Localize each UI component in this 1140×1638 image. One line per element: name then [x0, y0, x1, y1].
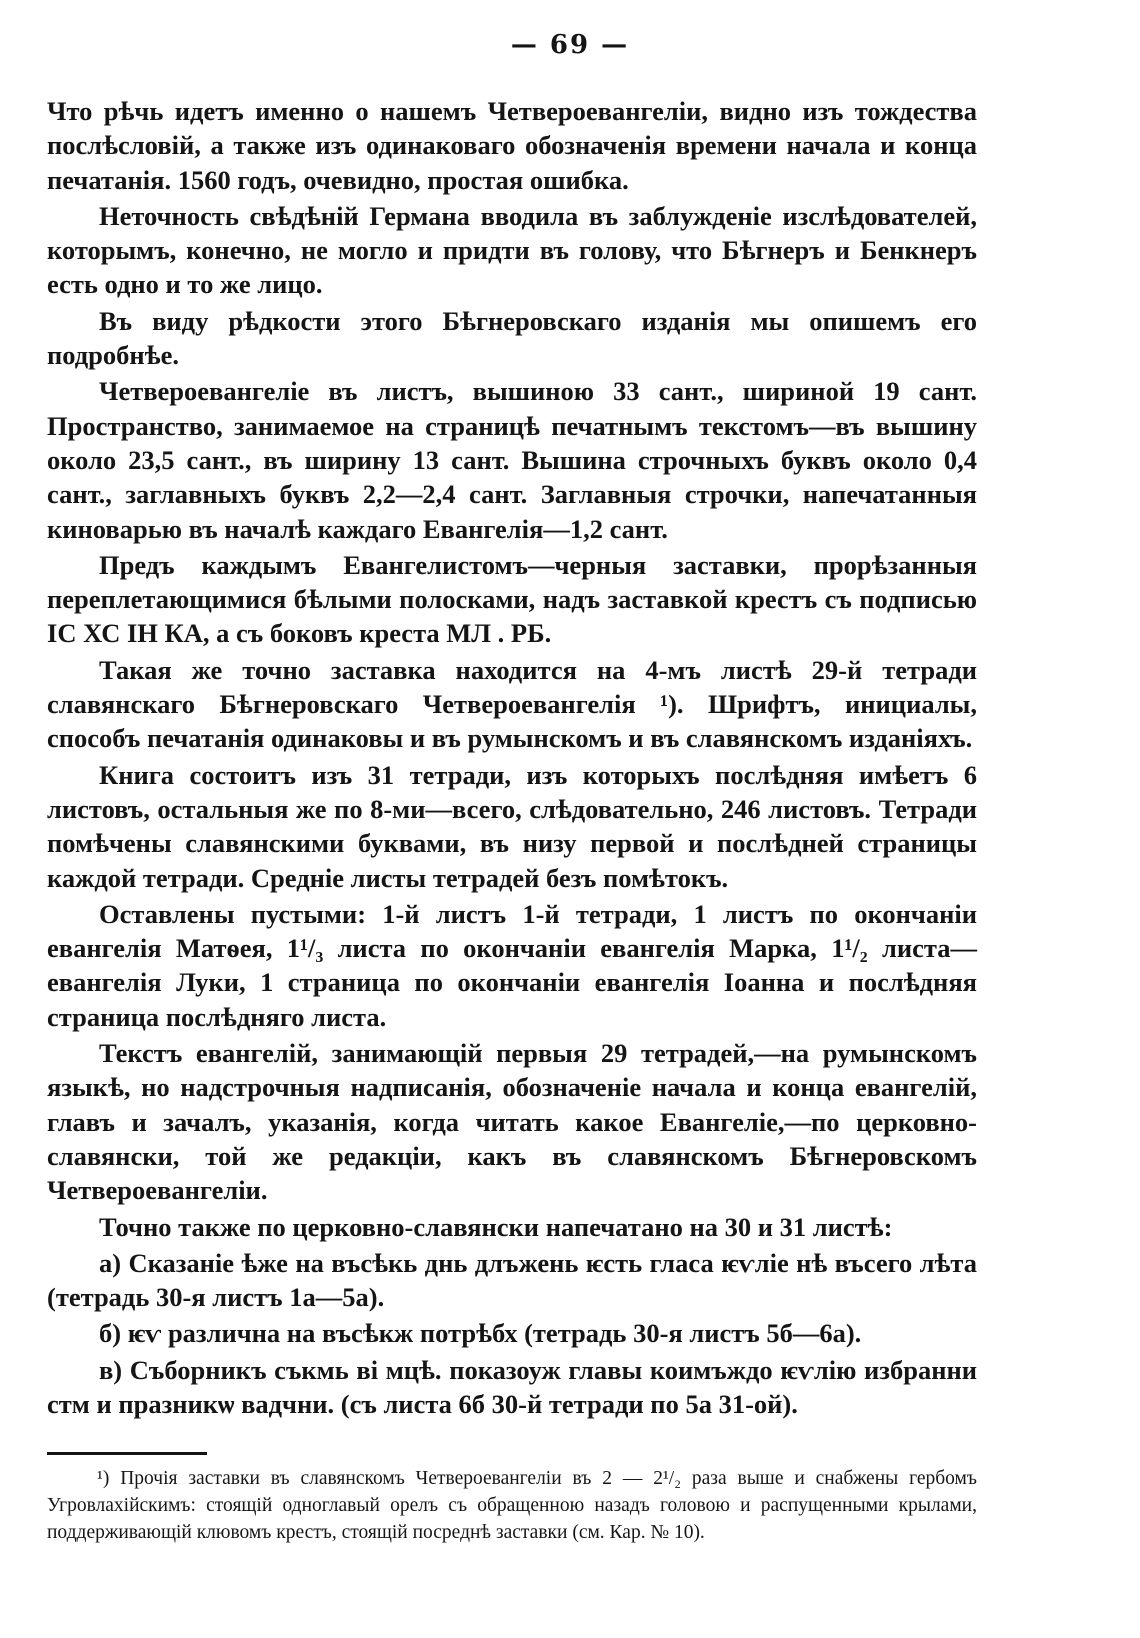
paragraph: Такая же точно заставка находится на 4-мъ листѣ 29-й тетради славянскаго Бѣгнеровскаго Четвероевангелія ¹). Шрифтъ, инициалы, способъ печатанія одинаковы и въ румынскомъ и въ славянскомъ изданіяхъ. [47, 654, 977, 754]
footnote [47, 1465, 977, 1546]
list-item: а) Сказаніе ѣже на въсѣкь днь длъжень ѥсть гласа ѥѵліе нѣ въсего лѣта (тетрадь 30-я листъ 1а—5а). [47, 1247, 977, 1313]
footnote-divider [47, 1452, 207, 1455]
list-item: в) Съборникъ съкмь ві мцѣ. показоуж главы коимъждо ѥѵлію избранни стм и празникѡ вадчни. (съ листа 6б 30-й тетради по 5а 31-ой). [47, 1354, 977, 1419]
paragraph: Оставлены пустыми: 1-й листъ 1-й тетради, 1 листъ по окончаніи евангелія Матѳея, 1¹/₃ листа по окончаніи евангелія Марка, 1¹/₂ листа—евангелія Луки, 1 страница по окончаніи евангелія Іоанна и послѣдняя страница послѣдняго листа. [47, 898, 977, 1032]
page-number: — 69 — [510, 30, 630, 60]
paragraph: Текстъ евангелій, занимающій первыя 29 тетрадей,—на румынскомъ языкѣ, но надстрочныя надписанія, обозначеніе начала и конца евангелій, главъ и зачалъ, указанія, когда читать какое Евангеліе,—по церковно-славянски, той же редакціи, какъ въ славянскомъ Бѣгнеровскомъ Четвероевангеліи. [47, 1038, 977, 1206]
footnote-text: ¹) Прочія заставки въ славянскомъ Четвероевангеліи въ 2 — 2¹/₂ раза выше и снабжены гербомъ Угровлахійскимъ: стоящій одноглавый орелъ съ обращенною назадъ головою и распущенными крылами, поддерживающій клювомъ крестъ, стоящій посреднѣ заставки (см. Кар. № 10). [47, 1468, 977, 1543]
paragraph: Неточность свѣдѣній Германа вводила въ заблужденіе изслѣдователей, которымъ, конечно, не могло и придти въ голову, что Бѣгнеръ и Бенкнеръ есть одно и то же лицо. [47, 200, 977, 300]
paragraph: Точно также по церковно-славянски напечатано на 30 и 31 листѣ: [99, 1211, 893, 1242]
body-text [47, 94, 977, 1423]
paragraph: Четвероевангеліе въ листъ, вышиною 33 сант., шириной 19 сант. Пространство, занимаемое на страницѣ печатнымъ текстомъ—въ вышину около 23,5 сант., въ ширину 13 сант. Вышина строчныхъ буквъ около 0,4 сант., заглавныхъ буквъ 2,2—2,4 сант. Заглавныя строчки, напечатанныя киноварью въ началѣ каждаго Евангелія—1,2 сант. [47, 376, 977, 544]
paragraph: Книга состоитъ изъ 31 тетради, изъ которыхъ послѣдняя имѣетъ 6 листовъ, остальныя же по 8-ми—всего, слѣдовательно, 246 листовъ. Тетради помѣчены славянскими буквами, въ низу первой и послѣдней страницы каждой тетради. Средніе листы тетрадей безъ помѣтокъ. [47, 759, 977, 893]
list-item: б) ѥѵ различна на въсѣкж потрѣбх (тетрадь 30-я листъ 5б—6а). [99, 1318, 862, 1349]
paragraph: Что рѣчь идетъ именно о нашемъ Четвероевангеліи, видно изъ тождества послѣсловій, а также изъ одинаковаго обозначенія времени начала и конца печатанія. 1560 годъ, очевидно, простая ошибка. [47, 96, 977, 195]
paragraph: Предъ каждымъ Евангелистомъ—черныя заставки, прорѣзанныя переплетающимися бѣлыми полосками, надъ заставкой крестъ съ подписью ІС ХС ІН КА, а съ боковъ креста МЛ . РБ. [47, 549, 977, 649]
paragraph: Въ виду рѣдкости этого Бѣгнеровскаго изданія мы опишемъ его подробнѣе. [47, 305, 977, 371]
